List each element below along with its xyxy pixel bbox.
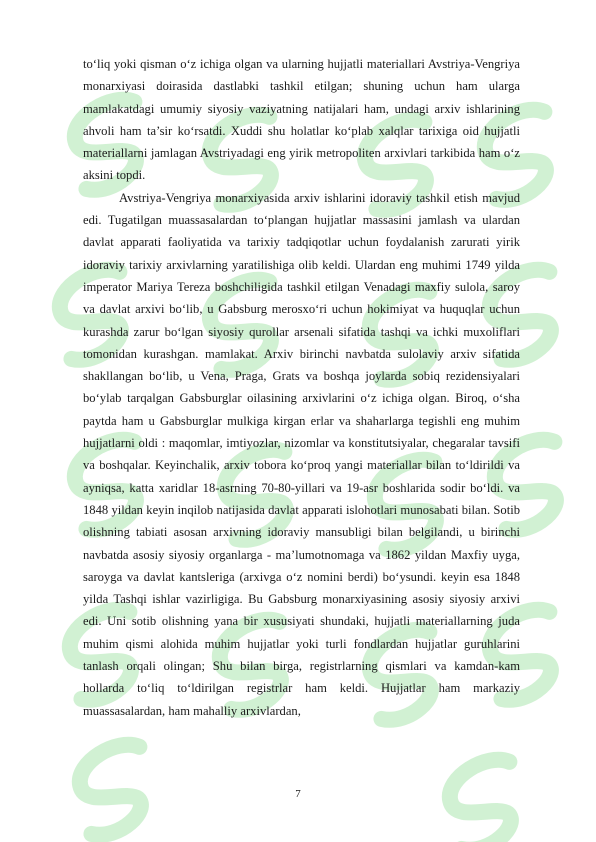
page-body (83, 53, 520, 722)
paragraph-2: Avstriya-Vengriya monarxiyasida arxiv ishlarini idoraviy tashkil etish mavjud edi. Tugatilgan muassasalardan to‘plangan hujjatlar massasini jamlash va ulardan davlat apparati faoliyatida va tarixiy tadqiqotlar uchun foydalanish zarurati yirik idoraviy tarixiy arxivlarning yaratilishiga olib keldi. Ulardan eng muhimi 1749 yilda imperator Mariya Tereza boshchiligida tashkil etilgan Venadagi maxfiy sulola, saroy va davlat arxivi bo‘lib, u Gabsburg merosxo‘ri uchun hokimiyat va huquqlar uchun kurashda zarur bo‘lgan siyosiy qurollar arsenali sifatida tashqi va ichki muxoliflari tomonidan kurashgan. mamlakat. Arxiv birinchi navbatda sulolaviy arxiv sifatida shakllangan bo‘lib, u Vena, Praga, Grats va boshqa joylarda sobiq rezidensiyalari bo‘ylab tarqalgan Gabsburglar oilasining arxivlarini o‘z ichiga olgan. Biroq, o‘sha paytda ham u Gabsburglar mulkiga kirgan erlar va shaharlarga tegishli eng muhim hujjatlarni oldi : maqomlar, imtiyozlar, nizomlar va konstitutsiyalar, chegaralar tavsifi va boshqalar. Keyinchalik, arxiv tobora ko‘proq yangi materiallar bilan to‘ldirildi va ayniqsa, katta xaridlar 18-asrning 70-80-yillari va 19-asr boshlarida sodir bo‘ldi. va 1848 yildan keyin inqilob natijasida davlat apparati islohotlari munosabati bilan. Sotib olishning tabiati asosan arxivning idoraviy mansubligi bilan belgilandi, u birinchi navbatda asosiy siyosiy organlarga - ma’lumotnomaga va 1862 yildan Maxfiy uyga, saroyga va davlat kantsleriga (arxivga o‘z nomini berdi) bo‘ysundi. keyin esa 1848 yilda Tashqi ishlar vazirligiga. Bu Gabsburg monarxiyasining asosiy siyosiy arxivi edi. Uni sotib olishning yana bir xususiyati shundaki, hujjatli materiallarning juda muhim qismi alohida muhim hujjatlar yoki turli fondlardan hujjatlar guruhlarini tanlash orqali olingan; Shu bilan birga, registrlarning qismlari va kamdan-kam hollarda to‘liq to‘ldirilgan registrlar ham keldi. Hujjatlar ham markaziy muassasalardan, ham mahalliy arxivlardan, (83, 190, 520, 718)
paragraph-1: to‘liq yoki qisman o‘z ichiga olgan va ularning hujjatli materiallari Avstriya-Vengriya monarxiyasi doirasida dastlabki tashkil etilgan; shuning uchun ham ularga mamlakatdagi umumiy siyosiy vaziyatning natijalari ham, undagi arxiv ishlarining ahvoli ham ta’sir ko‘rsatdi. Xuddi shu holatlar ko‘plab xalqlar tarixiga oid hujjatli materiallarni jamlagan Avstriyadagi eng yirik metropoliten arxivlari tarkibida ham o‘z aksini topdi. (83, 57, 520, 183)
page-number: 7 (295, 788, 301, 800)
